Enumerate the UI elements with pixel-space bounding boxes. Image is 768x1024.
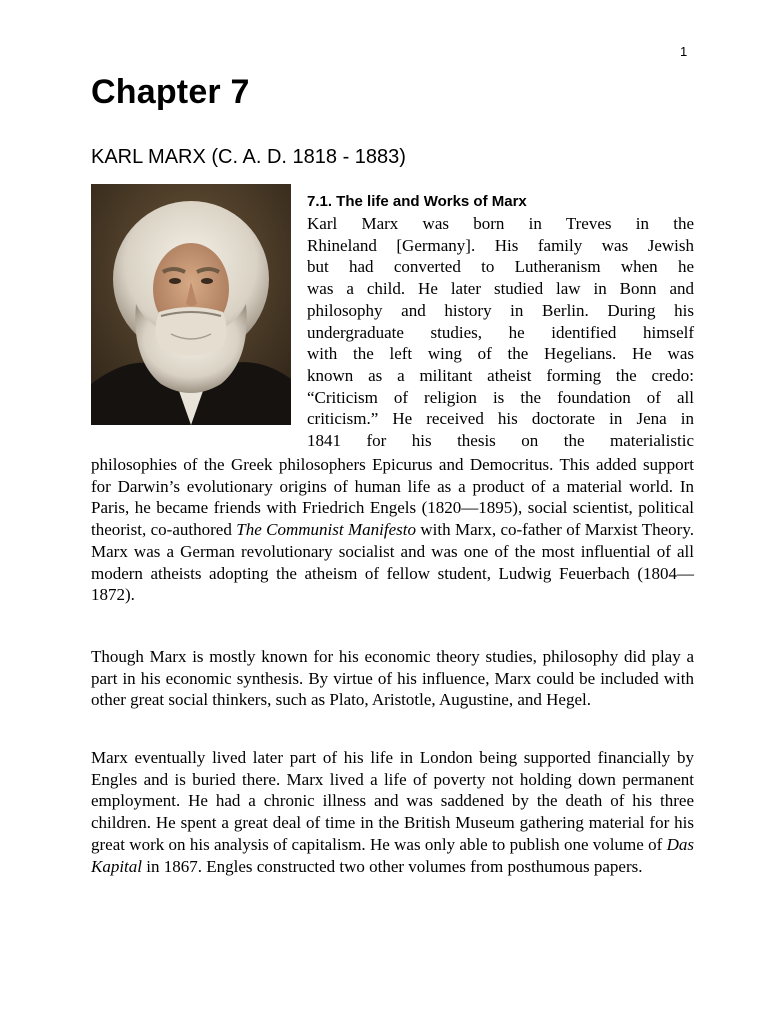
- paragraph-1-line: but had converted to Lutheranism when he: [307, 257, 694, 277]
- paragraph-1-continued: [91, 454, 694, 606]
- paragraph-text: Marx eventually lived later part of his life in London being supported financially by Engles and is buried there. Marx lived a life of poverty not holding down permanent employment. He had a chronic illness and was saddened by the death of his three children. He spent a great deal of time in the British Museum gathering material for his great work on his analysis of capitalism. He was only able to publish one volume of: [91, 748, 694, 854]
- paragraph-1-line: was a child. He later studied law in Bonn and: [307, 279, 694, 299]
- book-title: Das Kapital: [91, 834, 694, 876]
- paragraph-1-line: philosophy and history in Berlin. During his: [307, 300, 694, 320]
- chapter-title: Chapter 7: [91, 73, 250, 111]
- portrait-icon: [91, 184, 291, 425]
- paragraph-1-line: 1841 for his thesis on the materialistic: [307, 431, 694, 451]
- paragraph-text: in 1867. Engles constructed two other volumes from posthumous papers.: [142, 856, 643, 876]
- paragraph-3: [91, 747, 694, 877]
- section-heading: 7.1. The life and Works of Marx: [307, 193, 527, 210]
- paragraph-1-line: known as a militant atheist forming the credo:: [307, 365, 694, 385]
- paragraph-1-line: Karl Marx was born in Treves in the: [307, 214, 694, 233]
- paragraph-1-line: Rhineland [Germany]. His family was Jewish: [307, 235, 694, 255]
- paragraph-1-line: undergraduate studies, he identified himself: [307, 322, 694, 342]
- paragraph-text: philosophies of the Greek philosophers Epicurus and Democritus. This added support for Darwin’s evolutionary origins of human life as a product of a material world. In Paris, he became friends with Friedrich Engels (1820—1895), social scientist, political theorist, co-authored: [91, 455, 694, 540]
- paragraph-text: with Marx, co-father of Marxist Theory. Marx was a German revolutionary socialist and was one of the most influential of all modern atheists adopting the atheism of fellow student, Ludwig Feuerbach (1804—1872).: [91, 520, 694, 605]
- paragraph-1-line: with the left wing of the Hegelians. He was: [307, 344, 694, 364]
- page-number: 1: [680, 44, 688, 59]
- portrait-photo: [91, 184, 291, 425]
- paragraph-1-wrapped: [307, 213, 694, 452]
- chapter-subtitle: KARL MARX (C. A. D. 1818 - 1883): [91, 146, 406, 168]
- book-title: The Communist Manifesto: [236, 520, 416, 540]
- paragraph-1-line: criticism.” He received his doctorate in Jena in: [307, 409, 694, 429]
- paragraph-1-line: “Criticism of religion is the foundation of all: [307, 387, 694, 407]
- paragraph-2: Though Marx is mostly known for his economic theory studies, philosophy did play a part in his economic synthesis. By virtue of his influence, Marx could be included with other great social thinkers, such as Plato, Aristotle, Augustine, and Hegel.: [91, 647, 694, 710]
